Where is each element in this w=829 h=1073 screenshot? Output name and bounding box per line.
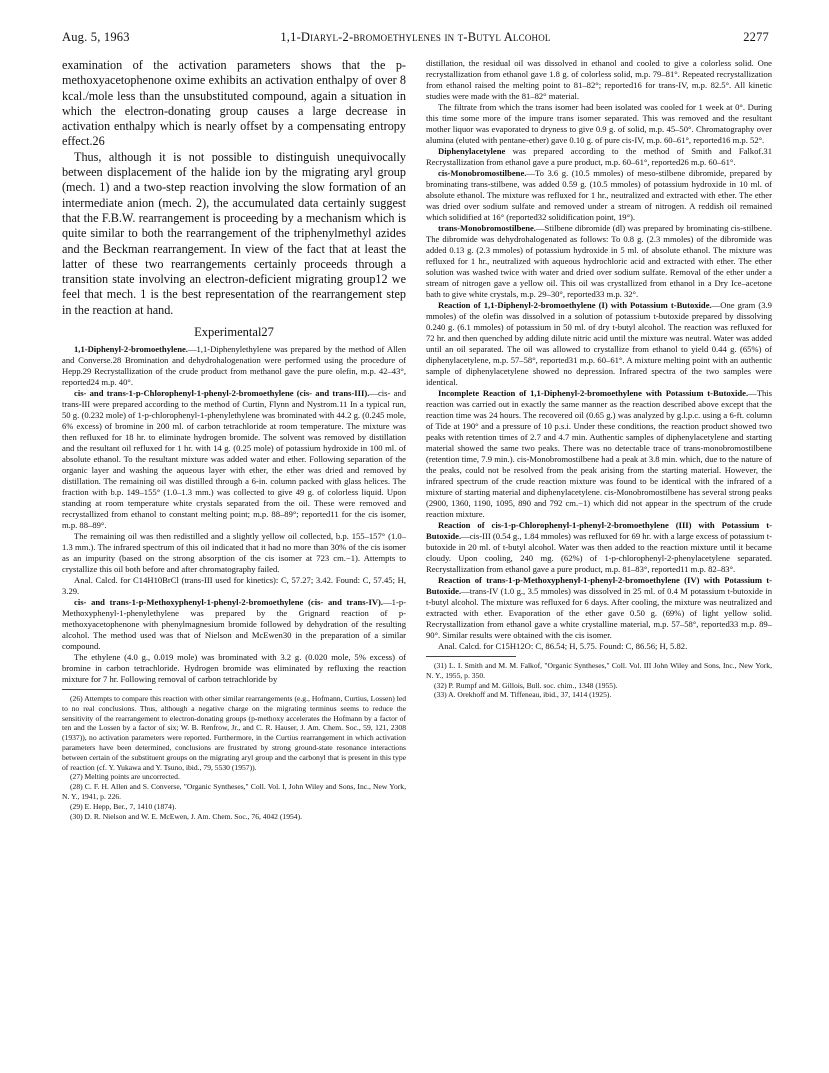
paragraph-activation: examination of the activation parameters shows that the p-methoxyacetophenone oxime exhibits an activation enthalpy of over 8 kcal./mole less than the unsubstituted compound, again a situation in which the electron-donating group causes a large decrease in activation enthalpy which is nearly offset by a compensating entropy effect.26 — [62, 58, 406, 149]
compound-title: Incomplete Reaction of 1,1-Diphenyl-2-bromoethylene with Potassium t-Butoxide. — [438, 388, 749, 398]
footnote-29: (29) E. Hepp, Ber., 7, 1410 (1874). — [70, 801, 177, 811]
footnote-31: (31) L. I. Smith and M. M. Falkof, "Organic Syntheses," Coll. Vol. III John Wiley and Sons, Inc., New York, N. Y., 1955, p. 350. — [426, 661, 772, 680]
experiment-reaction-iv — [426, 575, 772, 641]
footnote-28: (28) C. F. H. Allen and S. Converse, "Organic Syntheses," Coll. Vol. I, John Wiley and Sons, Inc., New York, N. Y., 1941, p. 226. — [62, 782, 406, 802]
experiment-chlorophenyl — [62, 388, 406, 531]
footnote-26: (26) Attempts to compare this reaction with other similar rearrangements (e.g., Hofmann, Curtius, Lossen) led to no real conclusions. Thus, although a negative charge on the migrating terminus seems to reduce the sensitivity of the rearrangement to electron-donating groups (p-methoxy accelerates the Hofmann by a factor of ten and the Lossen by a factor of six; W. B. Renfrow, Jr., and C. R. Hauser, J. Am. Chem. Soc., 59, 121, 2308 (1937)), no activation parameters were reported. Furthermore, in the Curtius rearrangement in which activation parameters have been determined, conclusions are frustrated by strong ground-state resonance interactions between certain of the substituent groups on the migrating aryl group and the carbonyl that is present in this type of reaction (cf. Y. Yukawa and Y. Tsuno, ibid., 79, 5530 (1957)). — [62, 694, 406, 772]
experiment-diphenyl-bromoethylene — [62, 344, 406, 388]
compound-title: trans-Monobromostilbene. — [438, 223, 536, 233]
experiment-diphenylacetylene — [426, 146, 772, 168]
experiment-methoxyphenyl — [62, 597, 406, 652]
procedure-text: —To 3.6 g. (10.5 mmoles) of meso-stilbene dibromide, prepared by brominating trans-stilbene, was added 0.59 g. (10.5 mmoles) of potassium hydroxide in 10 ml. of absolute ethanol. The mixture was refluxed for 1 hr., neutralized and extracted with ether. The ether was dried over sodium sulfate and removed under a stream of nitrogen. A reddish oil remained which solidified at 16° (reported32 solidification point, 19°). — [426, 168, 772, 222]
right-column — [426, 58, 772, 700]
running-title: 1,1-Diaryl-2-bromoethylenes in t-Butyl Alcohol — [280, 30, 551, 44]
compound-title: Diphenylacetylene — [438, 146, 506, 156]
procedure-text: —One gram (3.9 mmoles) of the olefin was dissolved in a solution of potassium t-butoxide prepared by dissolving 0.240 g. (6.1 mmoles) of potassium in 50 ml. of dry t-butyl alcohol. The reaction was refluxed for 72 hr. and then quenched by adding dilute nitric acid until the mixture was neutral. Water was added until an oil separated. The oil was allowed to crystallize from ethanol to yield 0.44 g. (65%) of diphenylacetylene, m.p. 57–58°, reported31 m.p. 60–61°. A mixture melting point with an authentic sample of diphenylacetylene showed no depression. Infrared spectra of the two samples were identical. — [426, 300, 772, 387]
left-column — [62, 58, 406, 821]
elemental-analysis: Anal. Calcd. for C14H10BrCl (trans-III used for kinetics): C, 57.27; 3.42. Found: C, 57.45; H, 3.29. — [62, 575, 406, 597]
experiment-cis-monobromostilbene — [426, 168, 772, 223]
paragraph-filtrate: The filtrate from which the trans isomer had been isolated was cooled for 1 week at 0°. During this time some more of the impure trans isomer separated. This was removed and the resultant mother liquor was evaporated to dryness to give 0.9 g. of solid, m.p. 45–50°. Chromatography over alumina (eluted with pentane-ether) gave 0.10 g. of pure cis-IV, m.p. 60–61°, reported16 m.p. 52°. — [426, 102, 772, 145]
paragraph-distillation: distillation, the residual oil was dissolved in ethanol and cooled to give a colorless solid. One recrystallization from ethanol gave 1.8 g. of colorless solid, m.p. 79–81°. Repeated recrystallization from ethanol raised the melting point to 81–82°; reported16 for trans-IV, m.p. 82.5°. All kinetic studies were made with the 81–82° material. — [426, 58, 772, 101]
compound-title: cis- and trans-1-p-Chlorophenyl-1-phenyl-2-bromoethylene (cis- and trans-III). — [74, 388, 370, 399]
experiment-incomplete-reaction — [426, 388, 772, 520]
procedure-text: —Stilbene dibromide (dl) was prepared by brominating cis-stilbene. The dibromide was dehydrohalogenated as follows: To 0.8 g. (2.3 mmoles) of the dibromide was added 0.13 g. (2.3 mmoles) of potassium hydroxide in 5 ml. of absolute ethanol. The mixture was refluxed for 1 hr., neutralized with aqueous hydrochloric acid and extracted with ether. The ether solution was washed twice with water and dried over sodium sulfate. Removal of the ether under a stream of nitrogen gave a yellow oil. This oil was crystallized from ethanol in a Dry Ice–acetone bath to give white crystals, m.p. 29–30°, reported33 m.p. 32°. — [426, 223, 772, 299]
compound-title: cis-Monobromostilbene. — [438, 168, 527, 178]
procedure-text: —trans-IV (1.0 g., 3.5 mmoles) was dissolved in 25 ml. of 0.4 M potassium t-butoxide in t-butyl alcohol. The mixture was refluxed for 6 days. After cooling, the mixture was neutralized and extracted with ether. Evaporation of the ether gave 0.50 g. (69%) of light yellow solid. Recrystallization from ethanol gave a white crystalline material, m.p. 57–58°, reported33 m.p. 89–90°. Similar results were obtained with the cis isomer. — [426, 586, 772, 640]
footnote-rule — [426, 656, 516, 657]
experiment-reaction-iii — [426, 520, 772, 575]
compound-title: Reaction of cis-1-p-Chlorophenyl-1-phenyl-2-bromoethylene (III) with Potassium t-Butoxide. — [426, 520, 772, 541]
procedure-text: —1,1-Diphenylethylene was prepared by the method of Allen and Converse.28 Bromination and dehydrohalogenation were performed using the procedure of Hepp.29 Recrystallization of the crude product from methanol gave the pure olefin, m.p. 42–43°, reported24 m.p. 40°. — [62, 344, 406, 388]
page-number: 2277 — [743, 30, 769, 44]
footnotes-left — [62, 694, 406, 821]
experiment-trans-monobromostilbene — [426, 223, 772, 300]
footnote-30: (30) D. R. Nielson and W. E. McEwen, J. Am. Chem. Soc., 76, 4042 (1954). — [70, 811, 303, 821]
procedure-text: —cis-III (0.54 g., 1.84 mmoles) was refluxed for 69 hr. with a large excess of potassium t-butoxide in 20 ml. of t-butyl alcohol. Water was then added to the reaction mixture until it became cloudy. Upon cooling, 240 mg. (62%) of 1-p-chlorophenyl-2-phenylacetylene separated. Recrystallization from ethanol gave a pure product, m.p. 81–83°, reported11 m.p. 82–83°. — [426, 531, 772, 574]
footnote-32: (32) P. Rumpf and M. Gillois, Bull. soc. chim., 1348 (1955). — [434, 680, 618, 690]
elemental-analysis: Anal. Calcd. for C15H12O: C, 86.54; H, 5.75. Found: C, 86.56; H, 5.82. — [438, 641, 688, 651]
procedure-text: —1-p-Methoxyphenyl-1-phenylethylene was prepared by the Grignard reaction of p-methoxyacetophenone with phenylmagnesium bromide followed by dehydration of the resulting alcohol. The method used was that of Nielson and McEwen30 in the preparation of a similar compound. — [62, 597, 406, 652]
section-heading-experimental: Experimental27 — [194, 325, 274, 340]
footnote-27: (27) Melting points are uncorrected. — [70, 772, 180, 782]
footnote-rule — [62, 689, 152, 690]
issue-date: Aug. 5, 1963 — [62, 30, 130, 44]
running-header — [62, 30, 769, 48]
paragraph-remaining-oil: The remaining oil was then redistilled and a slightly yellow oil collected, b.p. 155–157° (1.0–1.3 mm.). The infrared spectrum of this oil indicated that it had no more than 30% of the cis isomer as an impurity (based on the strong absorption of the cis isomer at 723 cm.−1). Attempts to crystallize this oil both before and after chromatography failed. — [62, 531, 406, 575]
footnotes-right — [426, 661, 772, 700]
procedure-text: —cis- and trans-III were prepared according to the method of Curtin, Flynn and Nystrom.11 In a typical run, 50 g. (0.232 mole) of 1-p-chlorophenyl-1-phenylethylene was brominated with 44.2 g. (0.245 mole, 6% excess) of bromine in 200 ml. of carbon tetrachloride at room temperature. The mixture was then refluxed for 18 hr. to eliminate hydrogen bromide. The solvent was removed by distillation and the resultant oil refluxed for 1 hr. with 14 g. (0.25 mole) of potassium hydroxide in 100 ml. of absolute ethanol. To the resultant mixture was added water and ether. Following separation of the organic layer and washing the aqueous layer with ether, the ether was dried and removed by distillation. The remaining oil was distilled through a 6-in. column packed with glass helices. The fraction with b.p. 149–155° (1.0–1.3 mm.) was collected to give 49 g. of colorless liquid. Upon standing at room temperature white crystals separated from the oil. These were removed and recrystallized from ethanol to constant melting point; m.p. 88–89°; reported11 for the cis isomer, m.p. 88–89°. — [62, 388, 406, 531]
footnote-33: (33) A. Orekhoff and M. Tiffeneau, ibid., 37, 1414 (1925). — [434, 690, 612, 700]
compound-title: cis- and trans-1-p-Methoxyphenyl-1-phenyl-2-bromoethylene (cis- and trans-IV). — [74, 597, 384, 608]
compound-title: 1,1-Diphenyl-2-bromoethylene. — [74, 344, 188, 355]
compound-title: Reaction of 1,1-Diphenyl-2-bromoethylene (I) with Potassium t-Butoxide. — [438, 300, 712, 310]
compound-title: Reaction of trans-1-p-Methoxyphenyl-1-phenyl-2-bromoethylene (IV) with Potassium t-Butoxide. — [426, 575, 772, 596]
procedure-text: —This reaction was carried out in exactly the same manner as the reaction described above except that the reaction time was 24 hours. The recovered oil (0.65 g.) was analyzed by g.l.p.c. using a 6-ft. column of Tide at 190° and a pressure of 10 p.s.i. Under these conditions, the reaction product showed two peaks with retention times of 2.7 and 4.7 min. Authentic samples of diphenylacetylene and starting material showed the same two peaks. There was no detectable trace of trans-monobromostilbene (retention time, 7.9 min.). cis-Monobromostilbene had a peak at 3.8 min. which, due to the nature of the peaks, could not be resolved from the peak arising from the starting material. However, the infrared spectrum of the crude reaction mixture was found to be identical with the infrared of a mixture of starting material and diphenylacetylene. cis-Monobromostilbene has several strong peaks (2900, 1360, 1190, 1095, 890 and 792 cm.−1) which did not appear in the spectrum of the crude reaction mixture. — [426, 388, 772, 519]
paragraph-conclusion: Thus, although it is not possible to distinguish unequivocally between displacement of the halide ion by the migrating aryl group (mech. 1) and a two-step reaction involving the slow formation of an intermediate anion (mech. 2), the accumulated data certainly suggest that the F.B.W. rearrangement is proceeding by a mechanism which is quite similar to both the rearrangement of the triphenylmethyl azides and the Beckman rearrangement. In view of the fact that at least the latter of these two rearrangements certainly proceeds through a transition state involving an electron-deficient migrating group12 we feel that mech. 1 is the best representation of the rearrangement step in the reaction at hand. — [62, 149, 406, 317]
experiment-reaction-i — [426, 300, 772, 388]
procedure-text: was prepared according to the method of Smith and Falkof.31 Recrystallization from ethanol gave a pure product, m.p. 60–61°, reported26 m.p. 60–61°. — [426, 146, 772, 167]
paragraph-bromination: The ethylene (4.0 g., 0.019 mole) was brominated with 3.2 g. (0.020 mole, 5% excess) of bromine in carbon tetrachloride. Hydrogen bromide was eliminated by refluxing the reaction mixture for 7 hr. Following removal of carbon tetrachloride by — [62, 652, 406, 685]
